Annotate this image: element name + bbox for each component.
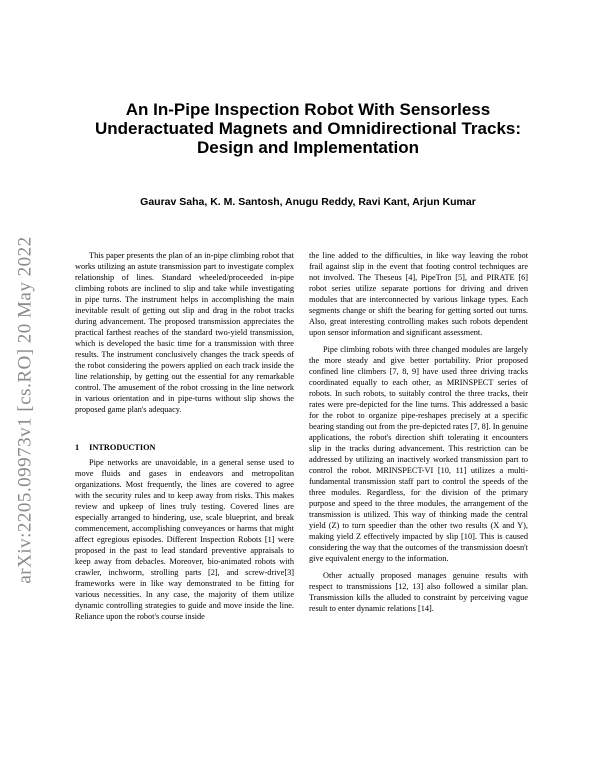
abstract: This paper presents the plan of an in-pipe climbing robot that works utilizing an astute transmission part to investigate complex relationship of lines. Standard wheeled/proceeded in-pipe climbing robots are inclined to slip and take while investigating in pipe turns. The instrument helps in accomplishing the main inevitable result of getting out slip and drag in the robot tracks during advancement. The proposed transmission appreciates the practical farthest reaches of the standard two-yield transmission, which is developed the basic time for a transmission with three results. The instrument conclusively changes the track speeds of the robot considering the powers applied on each track inside the line relationship, by getting out the essential for any remarkable control. The amusement of the robot crossing in the line network in various orientation and in pipe-turns without slip shows the proposed game plan's adequacy.: [75, 251, 294, 414]
paragraph: Pipe networks are unavoidable, in a general sense used to move fluids and gases in endeavors and metropolitan organizations. Most frequently, the lines are covered to agree with the security rules and to keep away from risks. This makes review and upkeep of lines truly testing. Covered lines are especially arranged to hindering, use, scale blueprint, and break commencement, accomplishing conveyances or harms that might affect egregious episodes. Different Inspection Robots [1] were proposed in the past to lead standard preventive appraisals to keep away from debacles. Moreover, bio-animated robots with crawler, inchworm, strolling parts [2], and screw-drive[3] frameworks were in like way demonstrated to be fitting for various necessities. In any case, the majority of them utilize dynamic controlling strategies to guide and move inside the line. Reliance upon the robot's course inside: [75, 458, 294, 621]
left-column: [75, 250, 294, 628]
arxiv-stamp: [8, 200, 44, 620]
right-column: [309, 250, 528, 620]
arxiv-stamp-text: arXiv:2205.09973v1 [cs.RO] 20 May 2022: [15, 236, 36, 584]
paragraph: Other actually proposed manages genuine results with respect to transmissions [12, 13] also followed a similar plan. Transmission kills the alluded to constraint by perceiving vague result to enter dynamic relations [14].: [309, 571, 528, 613]
section-number: 1: [75, 443, 80, 452]
paper-title: An In-Pipe Inspection Robot With Sensorless Underactuated Magnets and Omnidirectional Tracks: Design and Implementation: [94, 100, 522, 157]
paragraph: Pipe climbing robots with three changed modules are largely the more steady and give better portability. Prior proposed confined line climbers [7, 8, 9] have used three driving tracks coordinated equally to each other, as MRINSPECT series of robots. In such robots, to suitably control the three tracks, their rates were pre-depicted for the line turns. This addressed a basic for the robot to organize pipe-reshapes precisely at a specific bearing standing out from the pre-depicted rates [7, 8]. In genuine applications, the robot's direction shift tolerating it encounters slip in the tracks during advancement. This restriction can be addressed by utilizing an inactively worked transmission part to control the robot. MRINSPECT-VI [10, 11] utilizes a multi-fundamental transmission staff part to control the speeds of the three modules. Regardless, for the division of the primary purpose and speed to the three modules, the arrangement of the transmission is utilized. This way of thinking made the central yield (Z) to turn speedier than the other two results (X and Y), making yield Z effectively impacted by slip [10]. This is caused considering the way that the outcomes of the transmission doesn't give equivalent energy to the information.: [309, 345, 528, 563]
paragraph: the line added to the difficulties, in like way leaving the robot frail against slip in the event that footing control techniques are not involved. The Theseus [4], PipeTron [5], and PIRATE [6] robot series utilize separate portions for driving and driven modules that are interconnected by various linkage types. Each segments change or shift the bearing for getting sorted out turns. Also, great interesting controlling makes such robots dependent upon sensor information and significant assessment.: [309, 251, 528, 337]
section-heading: [75, 442, 294, 453]
author-list: Gaurav Saha, K. M. Santosh, Anugu Reddy, Ravi Kant, Arjun Kumar: [140, 196, 476, 208]
section-title: INTRODUCTION: [89, 443, 156, 452]
